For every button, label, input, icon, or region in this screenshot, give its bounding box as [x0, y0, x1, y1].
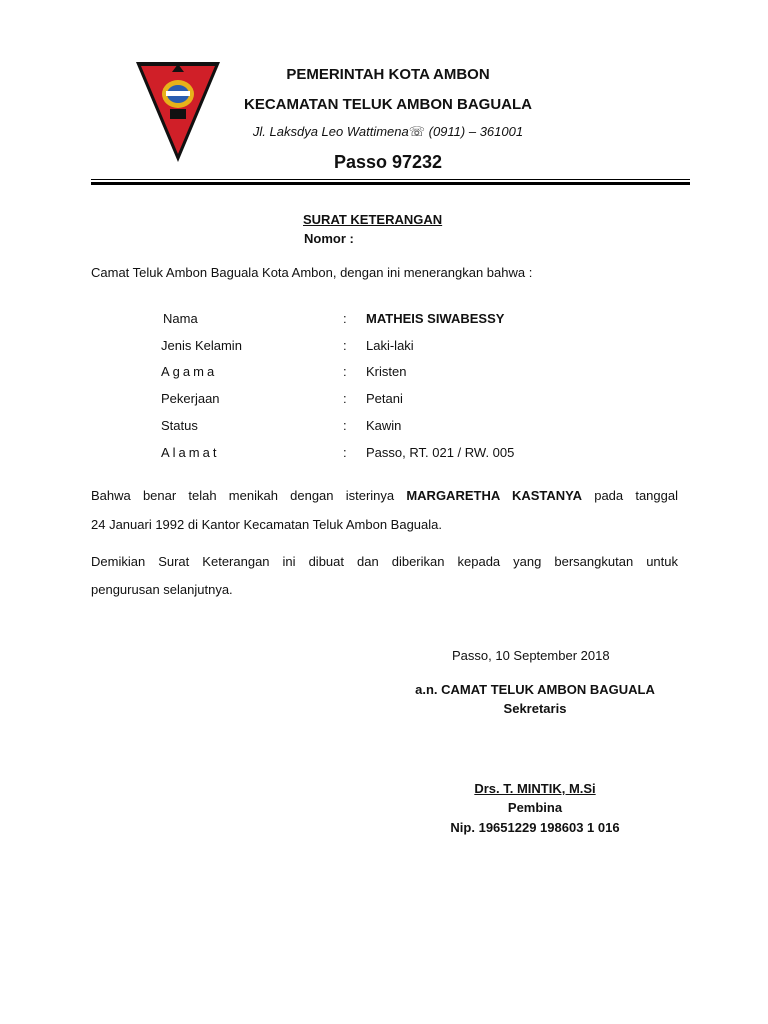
field-colon: :: [343, 338, 347, 353]
field-colon: :: [343, 311, 347, 326]
header-city-postcode: Passo 97232: [333, 152, 443, 172]
telephone-icon: ☏: [408, 124, 426, 139]
field-label-pekerjaan: Pekerjaan: [161, 391, 220, 406]
letter-number-label: Nomor :: [304, 231, 354, 246]
header-government-name: PEMERINTAH KOTA AMBON: [286, 66, 490, 83]
signatory-on-behalf: a.n. CAMAT TELUK AMBON BAGUALA: [415, 682, 655, 697]
field-label-status: Status: [161, 418, 198, 433]
header-district-name: KECAMATAN TELUK AMBON BAGUALA: [243, 96, 533, 113]
field-value-status: Kawin: [366, 418, 402, 433]
marriage-statement-line2: 24 Januari 1992 di Kantor Kecamatan Teluk Ambon Baguala.: [91, 517, 442, 532]
field-value-pekerjaan: Petani: [366, 391, 403, 406]
field-label-nama: Nama: [163, 311, 198, 326]
field-label-alamat: Alamat: [161, 445, 220, 460]
statement-text: Bahwa benar telah menikah dengan isterinya: [91, 488, 407, 503]
field-value-alamat: Passo, RT. 021 / RW. 005: [366, 445, 515, 460]
closing-statement-line1: Demikian Surat Keterangan ini dibuat dan diberikan kepada yang bersangkutan untuk: [91, 554, 678, 569]
place-and-date: Passo, 10 September 2018: [452, 648, 610, 663]
header-address: [100, 124, 676, 140]
address-phone: (0911) – 361001: [425, 124, 524, 139]
field-colon: :: [343, 391, 347, 406]
closing-statement-line2: pengurusan selanjutnya.: [91, 582, 233, 597]
field-colon: :: [343, 418, 347, 433]
field-value-agama: Kristen: [366, 364, 407, 379]
signatory-name: Drs. T. MINTIK, M.Si: [474, 781, 596, 796]
letter-title: SURAT KETERANGAN: [303, 212, 443, 227]
field-value-jenis-kelamin: Laki-laki: [366, 338, 414, 353]
letterhead-divider-thick: [91, 182, 690, 185]
field-colon: :: [343, 445, 347, 460]
field-label-jenis-kelamin: Jenis Kelamin: [161, 338, 242, 353]
marriage-statement-line1: [91, 488, 678, 503]
field-label-agama: Agama: [161, 364, 218, 379]
field-colon: :: [343, 364, 347, 379]
letterhead-divider-thin: [91, 179, 690, 180]
field-value-nama: MATHEIS SIWABESSY: [366, 311, 505, 326]
address-street: Jl. Laksdya Leo Wattimena: [252, 124, 409, 139]
signatory-nip: Nip. 19651229 198603 1 016: [450, 820, 620, 835]
signatory-position: Sekretaris: [503, 701, 567, 716]
spouse-name: MARGARETHA KASTANYA: [406, 488, 583, 503]
letter-intro: Camat Teluk Ambon Baguala Kota Ambon, dengan ini menerangkan bahwa :: [91, 265, 533, 280]
statement-text: pada tanggal: [582, 488, 678, 503]
signatory-rank: Pembina: [507, 800, 563, 815]
